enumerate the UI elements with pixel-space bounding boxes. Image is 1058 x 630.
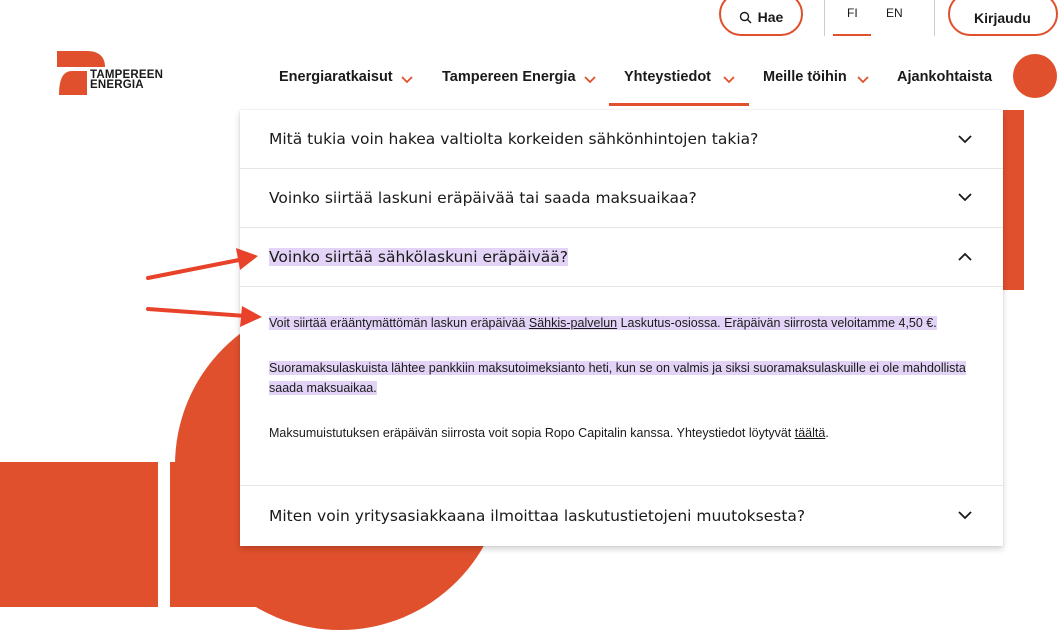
language-en[interactable]: EN bbox=[886, 6, 903, 20]
decorative-bar-right bbox=[1003, 110, 1024, 290]
faq-dropdown-panel bbox=[240, 110, 1003, 546]
faq-item-expanded[interactable] bbox=[240, 228, 1003, 286]
chevron-down-icon[interactable] bbox=[956, 130, 974, 148]
decorative-block-left bbox=[0, 462, 158, 607]
contact-link[interactable]: täältä bbox=[794, 426, 826, 440]
divider bbox=[824, 0, 825, 36]
nav-item-meille-toihin[interactable]: Meille töihin bbox=[763, 69, 847, 85]
search-button[interactable] bbox=[719, 0, 803, 36]
chevron-down-icon[interactable] bbox=[856, 72, 870, 86]
chevron-down-icon[interactable] bbox=[956, 506, 974, 524]
sahkis-link[interactable]: Sähkis-palvelun bbox=[528, 316, 618, 330]
chevron-down-icon[interactable] bbox=[956, 188, 974, 206]
chevron-down-icon[interactable] bbox=[583, 72, 597, 86]
logo[interactable] bbox=[57, 51, 187, 96]
faq-item[interactable] bbox=[240, 169, 1003, 227]
faq-question: Miten voin yritysasiakkaana ilmoittaa laskutustietojeni muutoksesta? bbox=[269, 507, 806, 525]
faq-question: Voinko siirtää laskuni eräpäivää tai saada maksuaikaa? bbox=[269, 189, 697, 207]
chevron-up-icon[interactable] bbox=[956, 248, 974, 266]
decorative-circle-topright bbox=[1013, 54, 1057, 98]
nav-item-energiaratkaisut[interactable]: Energiaratkaisut bbox=[279, 69, 393, 85]
language-fi[interactable]: FI bbox=[847, 6, 858, 20]
active-language-indicator bbox=[833, 34, 871, 36]
answer-paragraph: Voit siirtää erääntymättömän laskun eräpäivää Sähkis-palvelun Laskutus-osiossa. Eräpäivän siirrosta veloitamme 4,50 €. bbox=[269, 316, 937, 330]
login-button[interactable]: Kirjaudu bbox=[948, 0, 1058, 36]
answer-paragraph: Maksumuistutuksen eräpäivän siirrosta voit sopia Ropo Capitalin kanssa. Yhteystiedot löytyvät täältä. bbox=[269, 426, 829, 440]
nav-item-yhteystiedot[interactable]: Yhteystiedot bbox=[624, 69, 712, 85]
faq-item[interactable] bbox=[240, 486, 1003, 546]
divider bbox=[240, 286, 1003, 287]
divider bbox=[934, 0, 935, 36]
nav-active-indicator bbox=[609, 103, 749, 106]
logo-text: TAMPEREEN ENERGIA bbox=[90, 69, 164, 91]
faq-question: Mitä tukia voin hakea valtiolta korkeiden sähkönhintojen takia? bbox=[269, 130, 759, 148]
faq-answer bbox=[269, 313, 969, 443]
search-label: Hae bbox=[757, 9, 784, 25]
faq-item[interactable] bbox=[240, 110, 1003, 168]
chevron-down-icon[interactable] bbox=[400, 72, 414, 86]
chevron-down-icon[interactable] bbox=[722, 72, 736, 86]
nav-item-tampereen-energia[interactable]: Tampereen Energia bbox=[442, 69, 576, 85]
answer-paragraph: Suoramaksulaskuista lähtee pankkiin maksutoimeksianto heti, kun se on valmis ja siksi suoramaksulaskuille ei ole mahdollista saada maksuaikaa. bbox=[269, 361, 966, 395]
nav-item-ajankohtaista[interactable]: Ajankohtaista bbox=[897, 69, 993, 85]
search-icon bbox=[739, 11, 752, 24]
faq-question: Voinko siirtää sähkölaskuni eräpäivää? bbox=[269, 248, 568, 266]
